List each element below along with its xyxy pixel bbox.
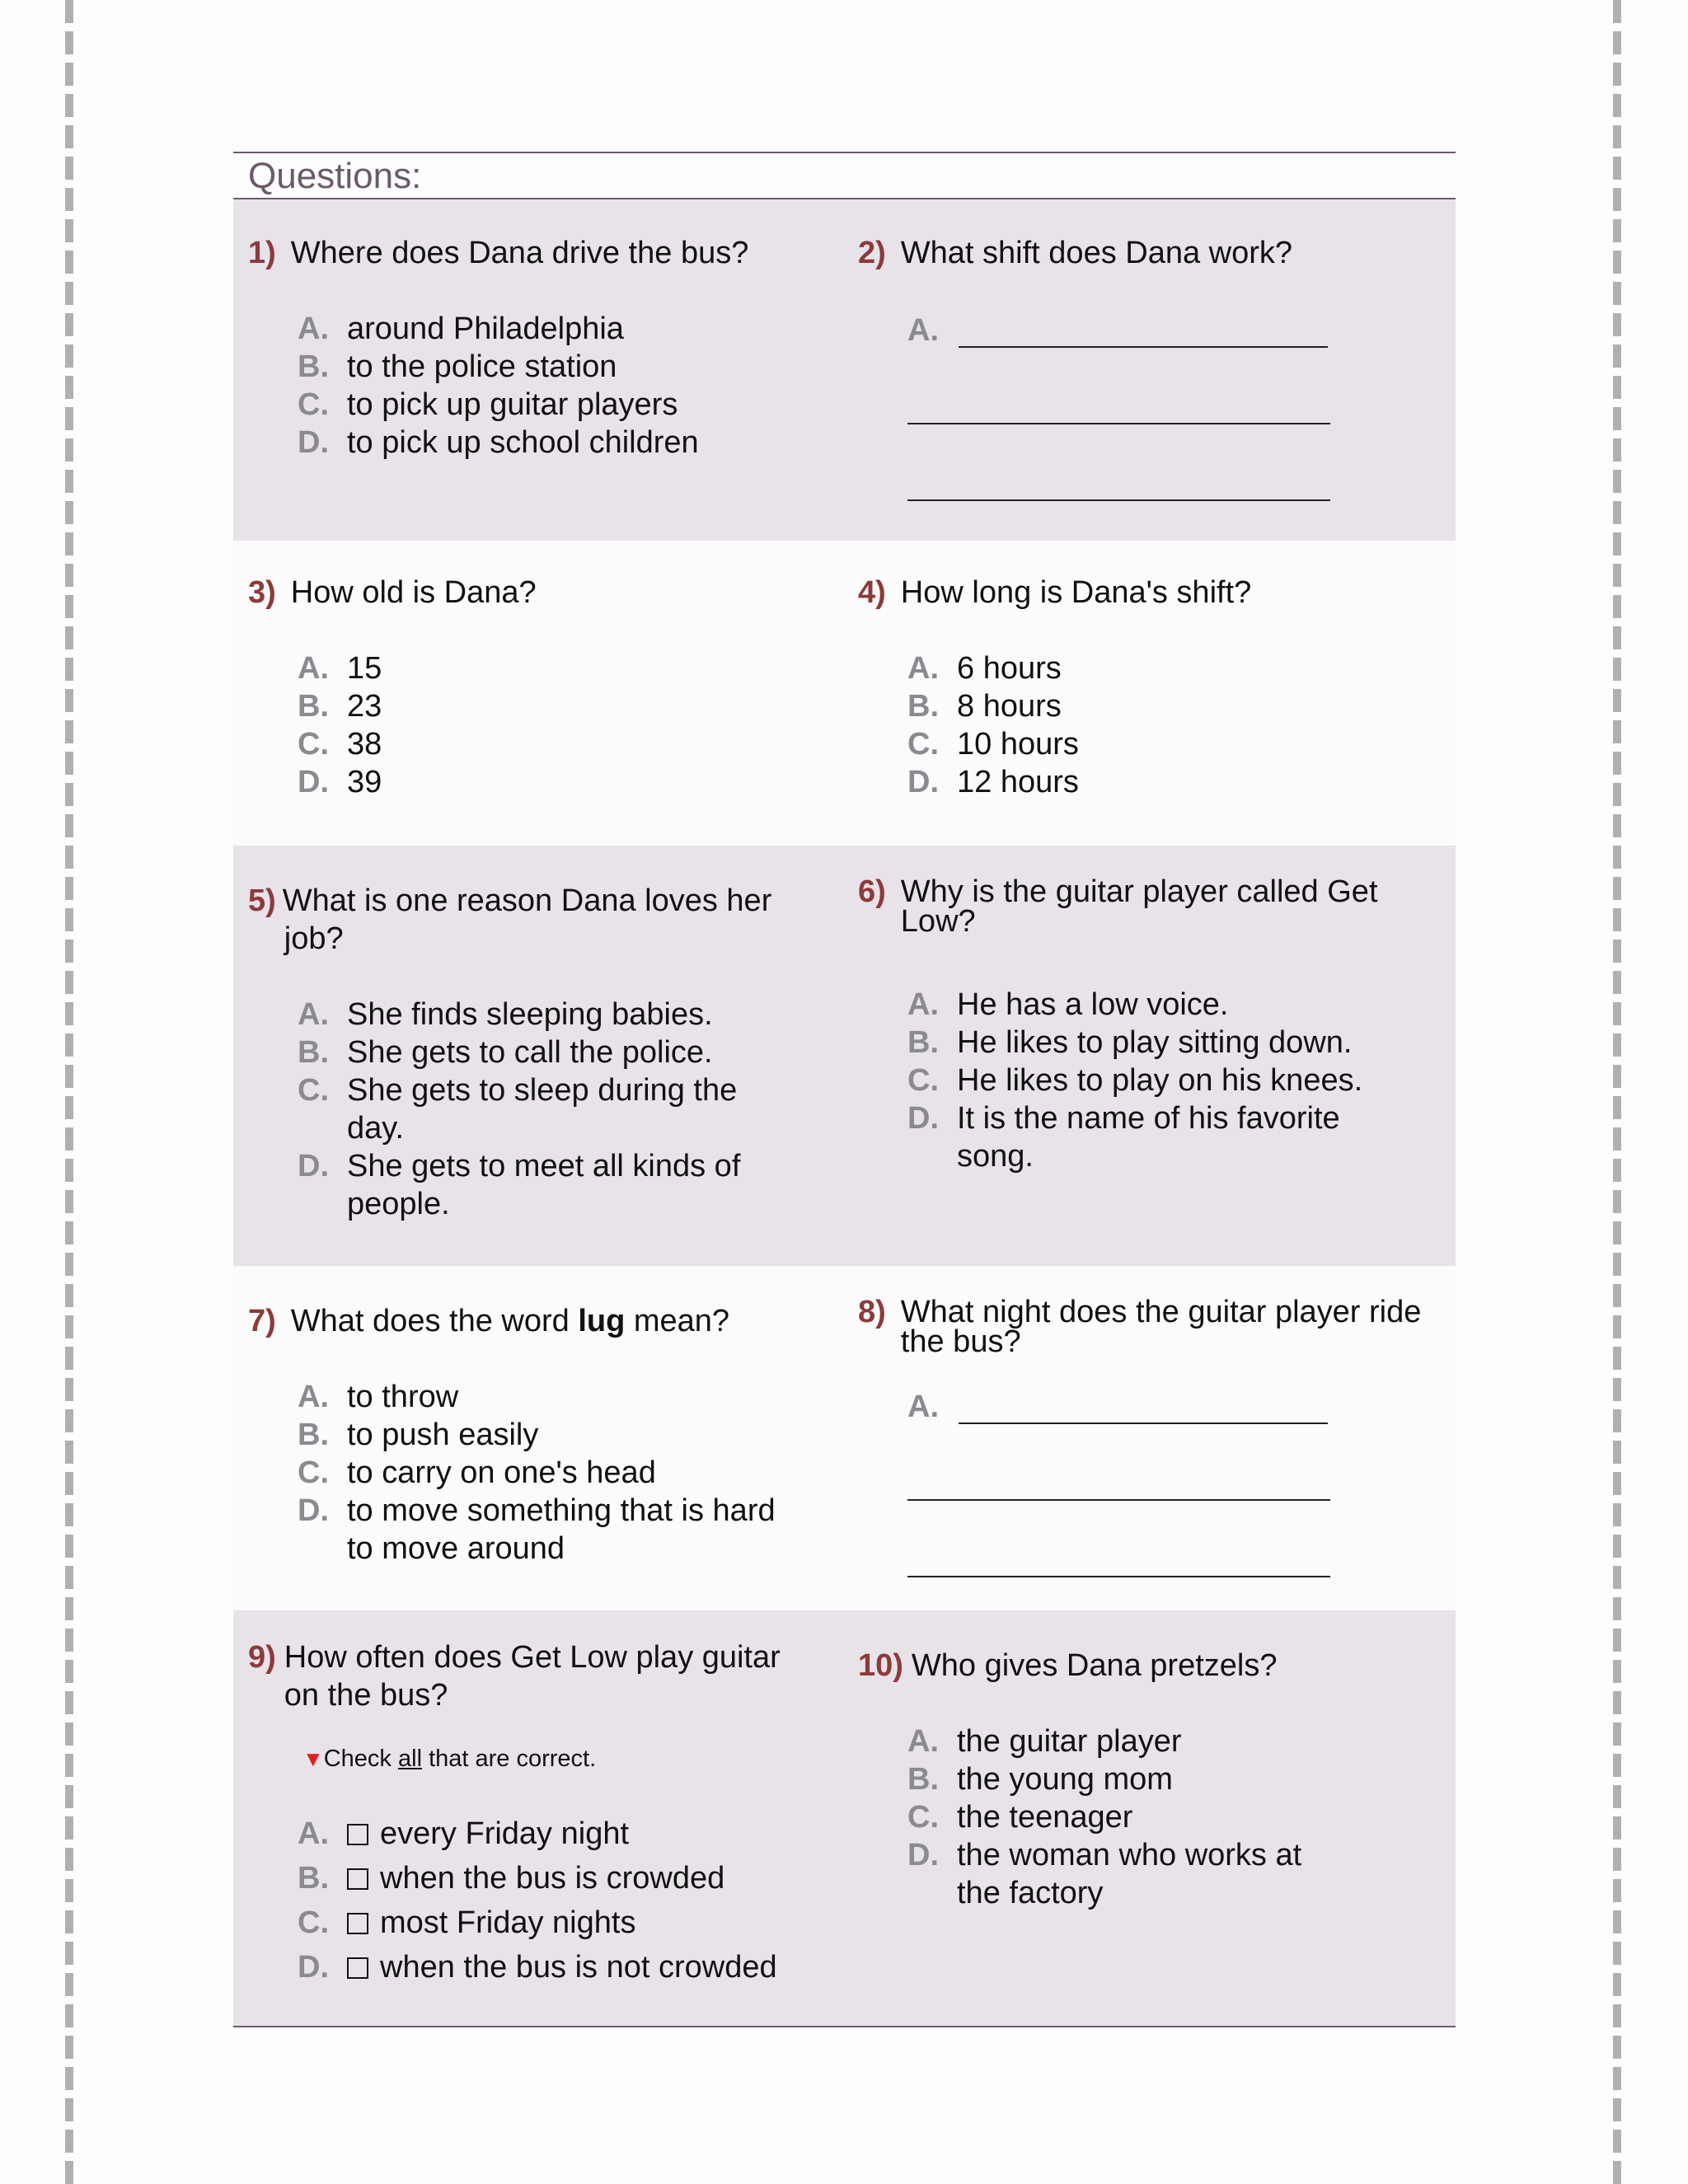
option-b[interactable]: B. 8 hours	[907, 689, 1062, 724]
warning-triangle-icon: ▼	[302, 1746, 324, 1771]
question-4-options	[907, 649, 1435, 801]
option-a[interactable]: A. around Philadelphia	[298, 312, 624, 346]
question-text: Who gives Dana pretzels?	[911, 1648, 1278, 1683]
questions-heading: Questions:	[248, 156, 422, 196]
option-a[interactable]: A. 6 hours	[907, 651, 1062, 686]
question-6-options	[907, 986, 1435, 1175]
option-b[interactable]: B. She gets to call the police.	[298, 1035, 713, 1070]
answer-line-2[interactable]	[907, 1499, 1330, 1501]
question-text: What night does the guitar player ride the bus?	[900, 1295, 1422, 1359]
option-c[interactable]: C. 38	[298, 727, 382, 762]
checkbox[interactable]	[347, 1913, 368, 1934]
answer-line-1[interactable]	[959, 1422, 1328, 1424]
question-text: Why is the guitar player called Get Low?	[900, 874, 1378, 939]
option-a[interactable]: A. He has a low voice.	[907, 987, 1229, 1022]
question-number: 2)	[858, 236, 886, 270]
option-d[interactable]: D. She gets to meet all kinds of people.	[298, 1149, 741, 1221]
bottom-rule	[233, 2026, 1456, 2027]
question-2	[858, 234, 1435, 272]
check-all-note: ▼Check all that are correct.	[302, 1746, 597, 1772]
question-row-1	[233, 199, 1456, 541]
question-3	[248, 574, 825, 612]
option-b[interactable]: B. to the police station	[298, 349, 617, 384]
option-a[interactable]: A. every Friday night	[298, 1816, 630, 1851]
option-b[interactable]: B. He likes to play sitting down.	[907, 1025, 1353, 1060]
option-d[interactable]: D. 39	[298, 765, 382, 799]
option-d[interactable]: D. to pick up school children	[298, 425, 699, 460]
option-a[interactable]: A. the guitar player	[907, 1724, 1182, 1759]
question-5	[248, 882, 809, 958]
answer-letter: A.	[907, 1390, 939, 1424]
question-10-options	[907, 1722, 1402, 1912]
answer-line-3[interactable]	[907, 499, 1330, 501]
question-number: 10)	[858, 1648, 903, 1683]
option-b[interactable]: B. the young mom	[907, 1762, 1173, 1797]
question-number: 8)	[858, 1295, 886, 1329]
question-row-3	[233, 846, 1456, 1266]
left-dashed-border	[65, 0, 73, 2184]
checkbox[interactable]	[347, 1824, 368, 1845]
question-number: 4)	[858, 575, 886, 610]
option-b[interactable]: B. to push easily	[298, 1418, 539, 1452]
option-d[interactable]: D. It is the name of his favorite song.	[907, 1101, 1340, 1174]
option-a[interactable]: A. She finds sleeping babies.	[298, 997, 713, 1032]
answer-letter: A.	[907, 313, 939, 348]
option-a[interactable]: A. 15	[298, 651, 382, 686]
question-row-2	[233, 541, 1456, 846]
question-text: What shift does Dana work?	[900, 236, 1293, 270]
option-d[interactable]: D. the woman who works at the factory	[907, 1838, 1302, 1910]
question-text: What does the word lug mean?	[290, 1304, 730, 1338]
question-3-options	[298, 649, 825, 801]
answer-line-3[interactable]	[907, 1576, 1330, 1577]
question-9	[248, 1638, 825, 1714]
question-number: 5)	[248, 883, 276, 918]
checkbox[interactable]	[347, 1868, 368, 1890]
option-c[interactable]: C. She gets to sleep during the day.	[298, 1073, 738, 1146]
question-number: 9)	[248, 1640, 276, 1675]
option-d[interactable]: D. when the bus is not crowded	[298, 1950, 777, 1985]
question-text: How long is Dana's shift?	[900, 575, 1252, 610]
option-d[interactable]: D. to move something that is hard to move around	[298, 1493, 776, 1566]
question-9-options	[298, 1811, 825, 1990]
answer-line-2[interactable]	[907, 423, 1330, 424]
answer-line-1[interactable]	[959, 346, 1328, 348]
vocab-word: lug	[578, 1304, 626, 1338]
question-8	[858, 1297, 1435, 1357]
question-1-options	[298, 310, 825, 462]
option-b[interactable]: B. when the bus is crowded	[298, 1861, 725, 1896]
question-number: 1)	[248, 236, 276, 270]
question-5-options	[298, 996, 792, 1223]
option-c[interactable]: C. to pick up guitar players	[298, 387, 678, 422]
question-7	[248, 1302, 825, 1340]
question-number: 3)	[248, 575, 276, 610]
question-7-options	[298, 1378, 809, 1568]
question-number: 6)	[858, 874, 886, 909]
checkbox[interactable]	[347, 1957, 368, 1979]
option-a[interactable]: A. to throw	[298, 1380, 459, 1414]
option-c[interactable]: C. most Friday nights	[298, 1905, 636, 1940]
question-text: How often does Get Low play guitar on the bus?	[284, 1640, 781, 1713]
question-6	[858, 874, 1435, 939]
question-4	[858, 574, 1435, 612]
option-d[interactable]: D. 12 hours	[907, 765, 1079, 799]
option-c[interactable]: C. He likes to play on his knees.	[907, 1063, 1363, 1098]
question-row-4	[233, 1266, 1456, 1610]
option-c[interactable]: C. the teenager	[907, 1800, 1133, 1835]
option-c[interactable]: C. 10 hours	[907, 727, 1079, 762]
question-number: 7)	[248, 1304, 276, 1338]
questions-sheet	[233, 152, 1456, 2027]
question-text: What is one reason Dana loves her job?	[282, 883, 772, 956]
option-c[interactable]: C. to carry on one's head	[298, 1455, 656, 1490]
question-text: How old is Dana?	[290, 575, 537, 610]
right-dashed-border	[1613, 0, 1621, 2184]
option-b[interactable]: B. 23	[298, 689, 382, 724]
question-text: Where does Dana drive the bus?	[290, 236, 749, 270]
question-1	[248, 234, 825, 272]
question-row-5	[233, 1610, 1456, 2027]
question-10	[858, 1647, 1435, 1685]
